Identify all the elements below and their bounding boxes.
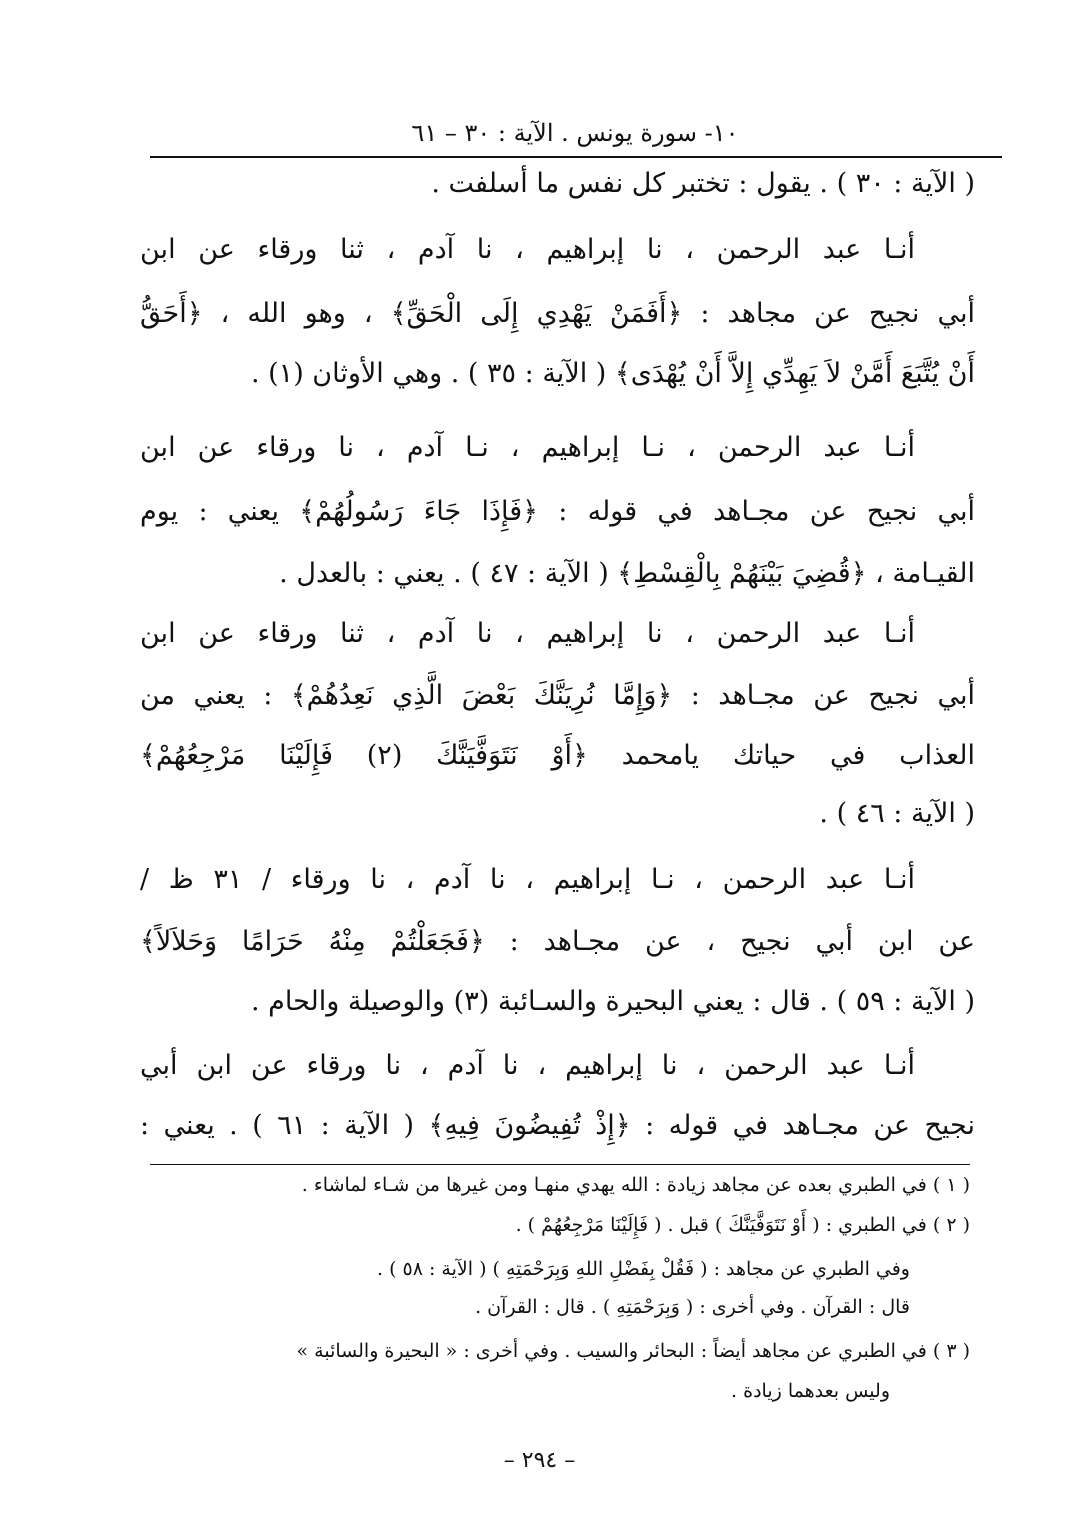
body-line-4: أَنْ يُتَّبَعَ أَمَّنْ لاَ يَهِدِّي إِلاَّ أَنْ يُهْدَى﴾ ( الآية : ٣٥ ) . وهي الأوثان (١) . — [250, 358, 975, 389]
body-line-2: أنـا عبد الرحمن ، نا إبراهيم ، نا آدم ، ثنا ورقاء عن ابن — [140, 234, 915, 265]
body-line-12: أنـا عبد الرحمن ، نـا إبراهيم ، نا آدم ، نا ورقاء / ٣١ ظ / — [140, 864, 915, 895]
body-line-9: أبي نجيح عن مجـاهد : ﴿وَإِمَّا نُرِيَنَّكَ بَعْضَ الَّذِي نَعِدُهُمْ﴾ : يعني من — [140, 680, 975, 711]
footnote-line-1: ( ١ ) في الطبري بعده عن مجاهد زيادة : الله يهدي منهـا ومن غيرها من شـاء لماشاء . — [301, 1174, 970, 1196]
page-number: – ٢٩٤ – — [503, 1448, 576, 1473]
footnote-line-2: ( ٢ ) في الطبري : ( أَوْ نَتَوَفَّيَنَّكَ ) قبل . ( فَإِلَيْنَا مَرْجِعُهُمْ ) . — [515, 1214, 970, 1236]
body-line-10: العذاب في حياتك يامحمد ﴿أَوْ نَتَوَفَّيَنَّكَ (٢) فَإِلَيْنَا مَرْجِعُهُمْ﴾ — [140, 740, 975, 771]
running-header: ١٠- سورة يونس . الآية : ٣٠ – ٦١ — [411, 119, 739, 147]
body-line-3: أبي نجيح عن مجاهد : ﴿أَفَمَنْ يَهْدِي إِلَى الْحَقِّ﴾ ، وهو الله ، ﴿أَحَقُّ — [140, 298, 975, 329]
body-line-8: أنـا عبد الرحمن ، نا إبراهيم ، نا آدم ، ثنا ورقاء عن ابن — [140, 618, 915, 649]
body-line-16: نجيح عن مجـاهد في قوله : ﴿إِذْ تُفِيضُونَ فِيهِ﴾ ( الآية : ٦١ ) . يعني : — [140, 1110, 975, 1141]
footnote-line-3: وفي الطبري عن مجاهد : ( فَقُلْ بِفَضْلِ اللهِ وَبِرَحْمَتِهِ ) ( الآية : ٥٨ ) . — [377, 1258, 910, 1280]
body-line-1: ( الآية : ٣٠ ) . يقول : تختبر كل نفس ما أسلفت . — [431, 168, 975, 199]
header-rule — [150, 156, 1002, 158]
footnote-line-6: وليس بعدهما زيادة . — [731, 1380, 890, 1402]
body-line-6: أبي نجيح عن مجـاهد في قوله : ﴿فَإِذَا جَاءَ رَسُولُهُمْ﴾ يعني : يوم — [140, 496, 975, 527]
body-line-5: أنـا عبد الرحمن ، نـا إبراهيم ، نـا آدم ، نا ورقاء عن ابن — [140, 432, 915, 463]
body-line-14: ( الآية : ٥٩ ) . قال : يعني البحيرة والسـائبة (٣) والوصيلة والحام . — [250, 986, 975, 1017]
footnote-line-4: قال : القرآن . وفي أخرى : ( وَبِرَحْمَتِهِ ) . قال : القرآن . — [475, 1296, 910, 1318]
body-line-13: عن ابن أبي نجيح ، عن مجـاهد : ﴿فَجَعَلْتُمْ مِنْهُ حَرَامًا وَحَلاَلاً﴾ — [140, 926, 975, 957]
body-line-7: القيـامة ، ﴿قُضِيَ بَيْنَهُمْ بِالْقِسْطِ﴾ ( الآية : ٤٧ ) . يعني : بالعدل . — [279, 558, 975, 589]
footnote-line-5: ( ٣ ) في الطبري عن مجاهد أيضاً : البحائر والسيب . وفي أخرى : « البحيرة والسائبة » — [296, 1340, 970, 1362]
body-line-15: أنـا عبد الرحمن ، نا إبراهيم ، نا آدم ، نا ورقاء عن ابن أبي — [140, 1050, 915, 1081]
footnote-rule — [150, 1164, 970, 1165]
body-line-11: ( الآية : ٤٦ ) . — [819, 798, 975, 829]
